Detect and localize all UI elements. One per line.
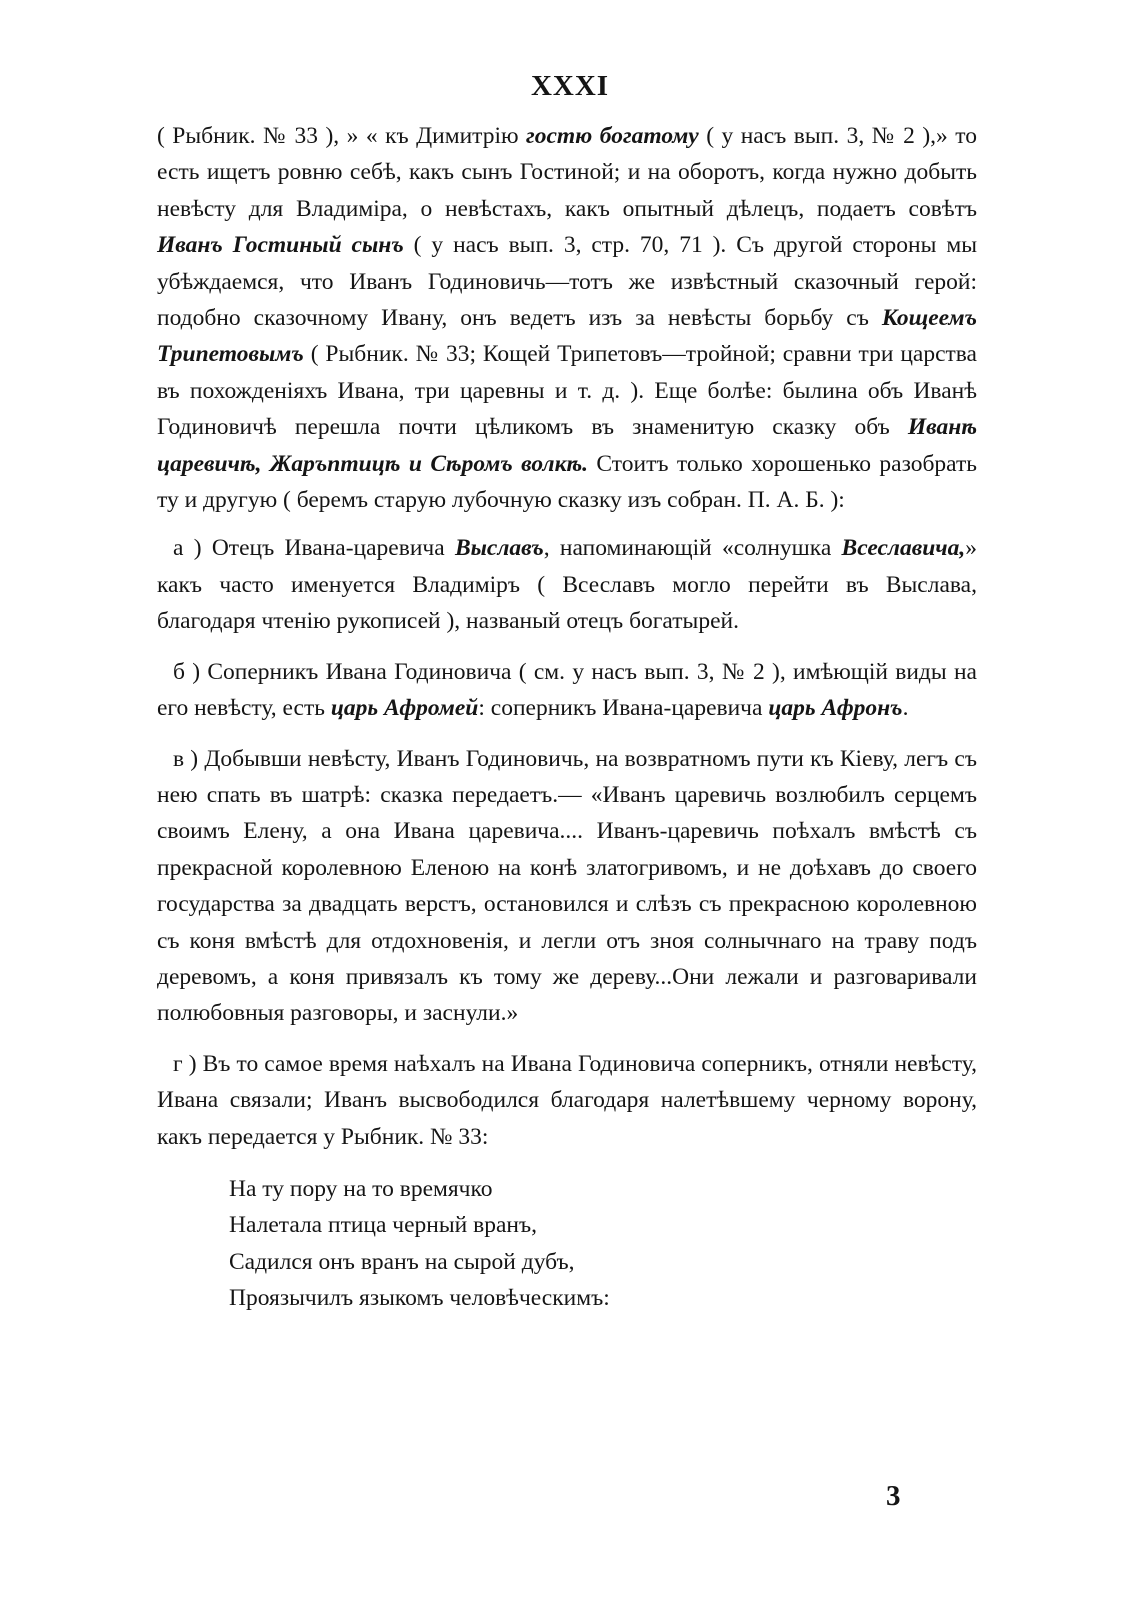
verse-quote [229,1171,977,1317]
item-a-paragraph [157,530,977,639]
verse-line: Проязычилъ языкомъ человѣческимъ: [229,1285,610,1312]
text-run: а ) Отецъ Ивана-царевича [173,535,455,562]
signature-mark: 3 [886,1480,901,1512]
text-run: Стоитъ только хорошенько разобрать ту и другую ( беремъ старую лубочную сказку изъ собран. П. А. Б. ): [157,450,977,514]
italic-phrase: царь Афронъ [768,695,903,722]
item-b-paragraph [157,654,977,727]
text-run: ( Рыбник. № 33 ), » « къ Димитрію [157,123,527,149]
verse-line: Налетала птица черный вранъ, [229,1212,537,1239]
text-run: ( Рыбник. № 33; Кощей Трипетовъ—тройной; сравни три царства въ похожденіяхъ Ивана, три царевны и т. д. ). Еще болѣе: былина объ Иванѣ Годиновичѣ перешла почти цѣликомъ въ знаменитую сказку объ [157,341,977,441]
text-run: ( у насъ вып. 3, № 2 ),» то есть ищетъ ровню себѣ, какъ сынъ Гостиной; и на оборотъ, когда нужно добыть невѣсту для Владиміра, о невѣстахъ, какъ опытный дѣлецъ, подаетъ совѣтъ [157,123,977,222]
italic-phrase: Иванъ Гостиный сынъ [157,232,404,259]
text-run: » какъ часто именуется Владиміръ ( Всеславъ могло перейти въ Выслава, благодаря чтенію рукописей ), названый отецъ богатырей. [157,535,977,635]
text-run: : соперникъ Ивана-царевича [478,695,769,722]
intro-paragraph [157,118,977,518]
page-text [157,118,977,1317]
italic-phrase: Иванѣ царевичѣ, Жаръптицѣ и Сѣромъ волкѣ. [157,414,977,477]
italic-phrase: Выславъ [454,535,544,562]
text-run: , напоминающій «солнушка [543,535,842,562]
verse-line: Садился онъ вранъ на сырой дубъ, [229,1248,575,1275]
italic-phrase: Кощеемъ Трипетовымъ [157,305,977,368]
italic-phrase: гостю богатому [526,123,699,149]
text-run: в ) Добывши невѣсту, Иванъ Годиновичь, на возвратномъ пути къ Кіеву, легъ съ нею спать въ шатрѣ: сказка передаетъ.— «Иванъ царевичь возлюбилъ серцемъ своимъ Елену, а она Ивана царевича.... Иванъ-царевичь поѣхалъ вмѣстѣ съ прекрасной королевною Еленою на конѣ златогривомъ, и не доѣхавъ до своего государства за двадцать верстъ, остановился и слѣзъ съ прекрасною королевною съ коня вмѣстѣ для отдохновенія, и легли отъ зноя солнычнаго на траву подъ деревомъ, а коня привязалъ къ тому же дереву...Они лежали и разговаривали полюбовныя разговоры, и заснули.» [157,745,977,1027]
text-run: б ) Соперникъ Ивана Годиновича ( см. у насъ вып. 3, № 2 ), имѣющій виды на его невѣсту, есть [157,658,977,722]
item-g-paragraph [157,1046,977,1155]
italic-phrase: Всеславича, [841,535,966,562]
page-number: XXXI [530,70,610,102]
verse-line: На ту пору на то времячко [229,1175,493,1202]
italic-phrase: царь Афромей [330,695,479,722]
text-run: ( у насъ вып. 3, стр. 70, 71 ). Съ другой стороны мы убѣждаемся, что Иванъ Годиновичь—тотъ же извѣстный сказочный герой: подобно сказочному Ивану, онъ ведетъ изъ за невѣсты борьбу съ [157,232,977,332]
text-run: г ) Въ то самое время наѣхалъ на Ивана Годиновича соперникъ, отняли невѣсту, Ивана связали; Иванъ высвободился благодаря налетѣвшему черному ворону, какъ передается у Рыбник. № 33: [157,1050,977,1150]
text-run: . [902,695,909,722]
item-v-paragraph [157,741,977,1032]
